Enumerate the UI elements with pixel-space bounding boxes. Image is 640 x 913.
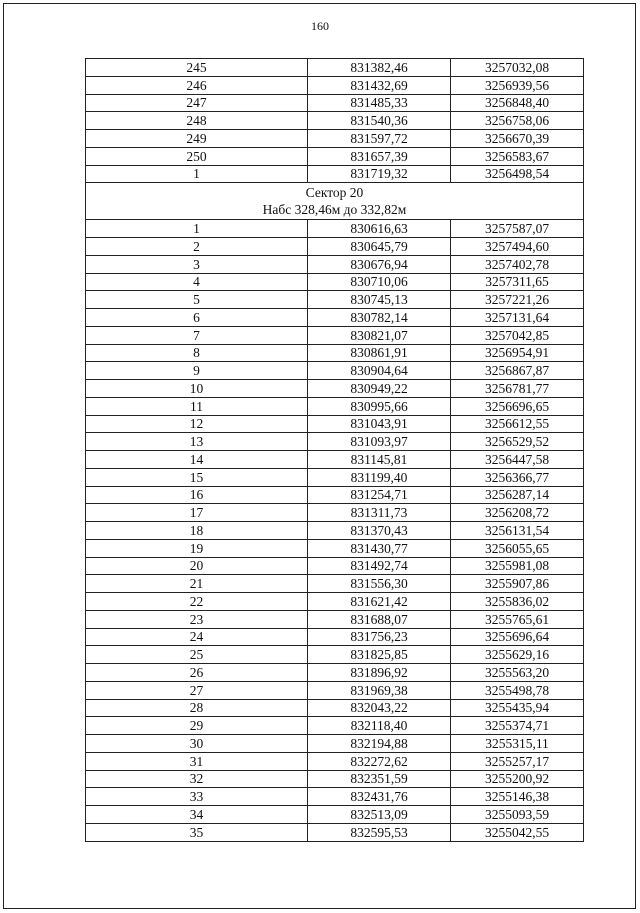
x-coordinate: 831556,30 <box>308 575 451 593</box>
point-number: 3 <box>86 255 308 273</box>
point-number: 4 <box>86 273 308 291</box>
x-coordinate: 831756,23 <box>308 628 451 646</box>
x-coordinate: 831370,43 <box>308 522 451 540</box>
x-coordinate: 831382,46 <box>308 59 451 77</box>
point-number: 22 <box>86 593 308 611</box>
x-coordinate: 831093,97 <box>308 433 451 451</box>
sector-title: Сектор 20 <box>305 185 364 201</box>
table-row <box>86 255 584 273</box>
table-section-before <box>86 59 584 183</box>
table-row <box>86 380 584 398</box>
x-coordinate: 830949,22 <box>308 380 451 398</box>
table-row <box>86 504 584 522</box>
point-number: 248 <box>86 112 308 130</box>
y-coordinate: 3257131,64 <box>451 309 584 327</box>
x-coordinate: 830904,64 <box>308 362 451 380</box>
point-number: 15 <box>86 468 308 486</box>
x-coordinate: 832513,09 <box>308 806 451 824</box>
x-coordinate: 831688,07 <box>308 610 451 628</box>
y-coordinate: 3255981,08 <box>451 557 584 575</box>
coordinates-table <box>85 58 584 842</box>
y-coordinate: 3256208,72 <box>451 504 584 522</box>
x-coordinate: 831825,85 <box>308 646 451 664</box>
table-row <box>86 522 584 540</box>
point-number: 9 <box>86 362 308 380</box>
table-row <box>86 646 584 664</box>
table-row <box>86 575 584 593</box>
y-coordinate: 3256954,91 <box>451 344 584 362</box>
sector-subtitle: Набс 328,46м до 332,82м <box>262 202 407 218</box>
point-number: 6 <box>86 309 308 327</box>
point-number: 29 <box>86 717 308 735</box>
x-coordinate: 831485,33 <box>308 94 451 112</box>
y-coordinate: 3256447,58 <box>451 451 584 469</box>
x-coordinate: 831540,36 <box>308 112 451 130</box>
point-number: 31 <box>86 752 308 770</box>
table-row <box>86 130 584 148</box>
x-coordinate: 831896,92 <box>308 664 451 682</box>
table-row <box>86 94 584 112</box>
point-number: 1 <box>86 165 308 183</box>
table-row <box>86 823 584 841</box>
point-number: 19 <box>86 539 308 557</box>
y-coordinate: 3255257,17 <box>451 752 584 770</box>
y-coordinate: 3256583,67 <box>451 147 584 165</box>
y-coordinate: 3256366,77 <box>451 468 584 486</box>
y-coordinate: 3256939,56 <box>451 76 584 94</box>
y-coordinate: 3255498,78 <box>451 681 584 699</box>
table-row <box>86 165 584 183</box>
x-coordinate: 832595,53 <box>308 823 451 841</box>
table-row <box>86 397 584 415</box>
point-number: 12 <box>86 415 308 433</box>
y-coordinate: 3255629,16 <box>451 646 584 664</box>
table-row <box>86 326 584 344</box>
y-coordinate: 3257042,85 <box>451 326 584 344</box>
point-number: 2 <box>86 238 308 256</box>
x-coordinate: 830861,91 <box>308 344 451 362</box>
y-coordinate: 3257494,60 <box>451 238 584 256</box>
x-coordinate: 831199,40 <box>308 468 451 486</box>
y-coordinate: 3257311,65 <box>451 273 584 291</box>
x-coordinate: 832194,88 <box>308 735 451 753</box>
x-coordinate: 831657,39 <box>308 147 451 165</box>
y-coordinate: 3255696,64 <box>451 628 584 646</box>
point-number: 13 <box>86 433 308 451</box>
x-coordinate: 832351,59 <box>308 770 451 788</box>
point-number: 17 <box>86 504 308 522</box>
point-number: 33 <box>86 788 308 806</box>
point-number: 246 <box>86 76 308 94</box>
y-coordinate: 3256131,54 <box>451 522 584 540</box>
table-row <box>86 147 584 165</box>
x-coordinate: 831430,77 <box>308 539 451 557</box>
table-row <box>86 806 584 824</box>
sector-header-section <box>86 183 584 220</box>
point-number: 11 <box>86 397 308 415</box>
point-number: 16 <box>86 486 308 504</box>
point-number: 247 <box>86 94 308 112</box>
x-coordinate: 831254,71 <box>308 486 451 504</box>
table-row <box>86 59 584 77</box>
table-row <box>86 681 584 699</box>
y-coordinate: 3255042,55 <box>451 823 584 841</box>
table-row <box>86 593 584 611</box>
y-coordinate: 3256529,52 <box>451 433 584 451</box>
table-row <box>86 344 584 362</box>
x-coordinate: 832043,22 <box>308 699 451 717</box>
y-coordinate: 3256696,65 <box>451 397 584 415</box>
x-coordinate: 831597,72 <box>308 130 451 148</box>
table-row <box>86 433 584 451</box>
point-number: 30 <box>86 735 308 753</box>
table-row <box>86 486 584 504</box>
point-number: 21 <box>86 575 308 593</box>
point-number: 250 <box>86 147 308 165</box>
y-coordinate: 3256287,14 <box>451 486 584 504</box>
x-coordinate: 831043,91 <box>308 415 451 433</box>
point-number: 34 <box>86 806 308 824</box>
x-coordinate: 832118,40 <box>308 717 451 735</box>
table-row <box>86 415 584 433</box>
y-coordinate: 3255836,02 <box>451 593 584 611</box>
point-number: 20 <box>86 557 308 575</box>
x-coordinate: 830821,07 <box>308 326 451 344</box>
y-coordinate: 3257221,26 <box>451 291 584 309</box>
x-coordinate: 831621,42 <box>308 593 451 611</box>
table-row <box>86 557 584 575</box>
point-number: 18 <box>86 522 308 540</box>
table-row <box>86 112 584 130</box>
point-number: 10 <box>86 380 308 398</box>
y-coordinate: 3255435,94 <box>451 699 584 717</box>
table-row <box>86 717 584 735</box>
point-number: 245 <box>86 59 308 77</box>
sector-header <box>86 183 584 220</box>
x-coordinate: 830745,13 <box>308 291 451 309</box>
x-coordinate: 831432,69 <box>308 76 451 94</box>
table-row <box>86 238 584 256</box>
y-coordinate: 3256848,40 <box>451 94 584 112</box>
x-coordinate: 830710,06 <box>308 273 451 291</box>
x-coordinate: 832431,76 <box>308 788 451 806</box>
point-number: 25 <box>86 646 308 664</box>
x-coordinate: 830782,14 <box>308 309 451 327</box>
y-coordinate: 3255093,59 <box>451 806 584 824</box>
y-coordinate: 3255200,92 <box>451 770 584 788</box>
x-coordinate: 830995,66 <box>308 397 451 415</box>
table-row <box>86 362 584 380</box>
table-row <box>86 788 584 806</box>
x-coordinate: 830676,94 <box>308 255 451 273</box>
table-row <box>86 291 584 309</box>
y-coordinate: 3255765,61 <box>451 610 584 628</box>
table-row <box>86 76 584 94</box>
y-coordinate: 3255315,11 <box>451 735 584 753</box>
x-coordinate: 832272,62 <box>308 752 451 770</box>
x-coordinate: 830645,79 <box>308 238 451 256</box>
table-row <box>86 610 584 628</box>
x-coordinate: 831719,32 <box>308 165 451 183</box>
y-coordinate: 3256498,54 <box>451 165 584 183</box>
x-coordinate: 831969,38 <box>308 681 451 699</box>
point-number: 14 <box>86 451 308 469</box>
point-number: 28 <box>86 699 308 717</box>
y-coordinate: 3256781,77 <box>451 380 584 398</box>
table-row <box>86 735 584 753</box>
y-coordinate: 3256867,87 <box>451 362 584 380</box>
x-coordinate: 830616,63 <box>308 220 451 238</box>
table-row <box>86 220 584 238</box>
point-number: 24 <box>86 628 308 646</box>
y-coordinate: 3255146,38 <box>451 788 584 806</box>
point-number: 5 <box>86 291 308 309</box>
table-row <box>86 699 584 717</box>
point-number: 35 <box>86 823 308 841</box>
table-row <box>86 309 584 327</box>
table-row <box>86 273 584 291</box>
y-coordinate: 3257587,07 <box>451 220 584 238</box>
y-coordinate: 3255907,86 <box>451 575 584 593</box>
y-coordinate: 3257032,08 <box>451 59 584 77</box>
table-row <box>86 752 584 770</box>
y-coordinate: 3255563,20 <box>451 664 584 682</box>
table-row <box>86 539 584 557</box>
point-number: 27 <box>86 681 308 699</box>
y-coordinate: 3257402,78 <box>451 255 584 273</box>
y-coordinate: 3256612,55 <box>451 415 584 433</box>
x-coordinate: 831145,81 <box>308 451 451 469</box>
point-number: 7 <box>86 326 308 344</box>
page-number: 160 <box>311 19 329 33</box>
point-number: 249 <box>86 130 308 148</box>
y-coordinate: 3256758,06 <box>451 112 584 130</box>
table-row <box>86 770 584 788</box>
table-section-after <box>86 220 584 841</box>
point-number: 32 <box>86 770 308 788</box>
point-number: 8 <box>86 344 308 362</box>
sector-header-row <box>86 183 584 220</box>
table-row <box>86 451 584 469</box>
y-coordinate: 3255374,71 <box>451 717 584 735</box>
point-number: 26 <box>86 664 308 682</box>
y-coordinate: 3256055,65 <box>451 539 584 557</box>
table-row <box>86 468 584 486</box>
table-row <box>86 664 584 682</box>
table-row <box>86 628 584 646</box>
point-number: 1 <box>86 220 308 238</box>
x-coordinate: 831311,73 <box>308 504 451 522</box>
y-coordinate: 3256670,39 <box>451 130 584 148</box>
point-number: 23 <box>86 610 308 628</box>
x-coordinate: 831492,74 <box>308 557 451 575</box>
